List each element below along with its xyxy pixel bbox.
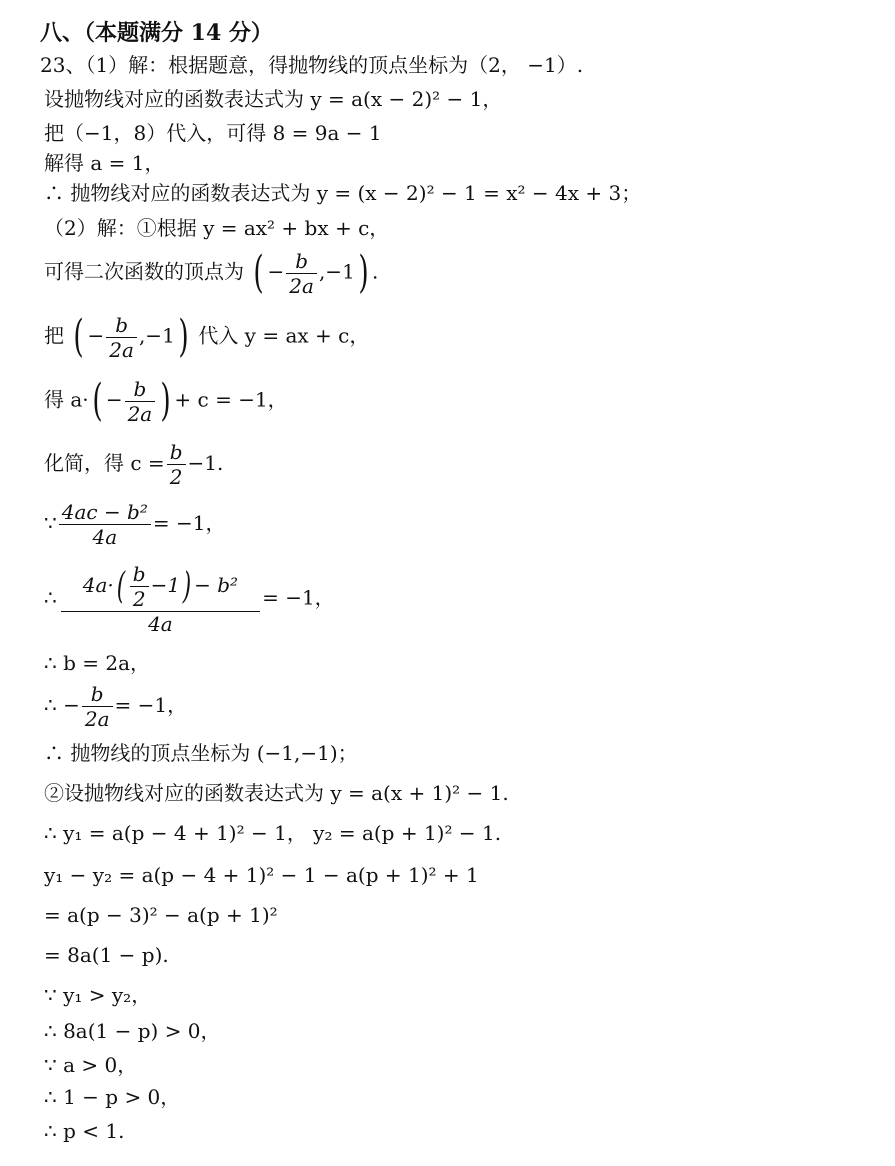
text-prefix: 可得二次函数的顶点为 — [44, 259, 244, 284]
text-end: + c = −1， — [174, 387, 288, 412]
text-prefix: ∵ — [44, 511, 57, 535]
fraction-denominator: 2a — [289, 273, 314, 298]
step-vertex-result: ∴ 抛物线的顶点坐标为 (−1,−1)； — [44, 741, 358, 765]
step-assume-form: 设抛物线对应的函数表达式为 y = a(x − 2)² − 1， — [44, 87, 503, 111]
fraction-denominator: 2a — [84, 707, 110, 731]
numerator-part-b: −1 — [150, 573, 181, 597]
step-nested — [44, 562, 335, 636]
right-paren: ) — [160, 375, 171, 426]
step-vertex-general: 可得二次函数的顶点为 ( − $\frac{b}{2a}$ ,−1) . — [44, 247, 379, 298]
text-prefix: 化简，得 c = — [44, 451, 165, 475]
fraction-denominator: 4a — [148, 612, 173, 636]
text-end: = −1， — [262, 585, 335, 610]
left-paren: ( — [92, 375, 103, 426]
text-prefix: ∴ — [44, 585, 57, 610]
fraction-denominator: 4a — [92, 525, 118, 549]
left-paren: ( — [73, 311, 85, 362]
step-result-1: ∴ 抛物线对应的函数表达式为 y = (x − 2)² − 1 = x² − 4x + 3； — [44, 181, 642, 205]
fraction — [125, 377, 156, 426]
step-substitute: 把（−1，8）代入，可得 8 = 9a − 1 — [44, 121, 382, 145]
fraction — [82, 682, 113, 731]
fraction-numerator: b — [106, 313, 137, 338]
text-end: 代入 y = ax + c， — [198, 323, 370, 348]
step-part2-start: （2）解：①根据 y = ax² + bx + c， — [44, 216, 390, 240]
fraction-numerator: b — [125, 377, 156, 402]
text-post: ,−1 — [318, 259, 355, 284]
step-a-positive: ∵ a > 0， — [44, 1053, 138, 1077]
step-substitute-vertex: 把 ( − $\frac{b}{2a}$ ,−1) 代入 y = ax + c， — [44, 311, 370, 362]
step-one-minus-p: ∴ 1 − p > 0， — [44, 1085, 181, 1109]
right-paren: ) — [178, 311, 189, 362]
left-paren: ( — [116, 565, 125, 607]
fraction — [286, 249, 317, 298]
right-paren: ) — [182, 565, 192, 607]
inner-fraction — [130, 562, 149, 611]
fraction-denominator: 2a — [127, 401, 153, 426]
fraction-numerator: b — [286, 249, 317, 274]
text-post: ,−1 — [138, 323, 175, 348]
fraction-numerator: b — [82, 682, 113, 707]
step-solve-a: 解得 a = 1， — [44, 151, 165, 175]
step-vertex: 23、（1）解：根据题意，得抛物线的顶点坐标为（2， −1）. — [40, 53, 584, 77]
step-part2b-form: ②设抛物线对应的函数表达式为 y = a(x + 1)² − 1. — [44, 781, 509, 805]
text-prefix: 得 a· — [44, 387, 89, 412]
step-y-values: ∴ y₁ = a(p − 4 + 1)² − 1， y₂ = a(p + 1)² − 1. — [44, 821, 502, 845]
text-end: = −1， — [152, 511, 226, 535]
fraction-denominator: 2a — [109, 337, 134, 362]
fraction-numerator: b — [167, 440, 186, 465]
fraction-numerator — [61, 562, 260, 612]
left-paren: ( — [253, 247, 265, 298]
text-end: = −1， — [114, 693, 188, 717]
fraction-denominator: 2 — [169, 465, 183, 489]
step-condition: ∵ y₁ > y₂， — [44, 983, 152, 1007]
fraction-numerator: 4ac − b² — [59, 500, 151, 525]
step-inequality: ∴ 8a(1 − p) > 0， — [44, 1019, 221, 1043]
text-end: . — [371, 259, 379, 284]
step-difference-3: = 8a(1 − p). — [44, 943, 169, 967]
step-equation: 得 a·( − $\frac{b}{2a}$ ) + c = −1， — [44, 375, 288, 426]
fraction-big — [61, 562, 260, 636]
section-heading: 八、（本题满分 14 分） — [40, 20, 273, 46]
step-final: ∴ p < 1. — [44, 1119, 125, 1143]
fraction — [59, 500, 151, 549]
inner-numerator: b — [130, 562, 149, 587]
step-because — [44, 500, 226, 549]
numerator-part-a: 4a· — [82, 573, 114, 597]
text-end: −1. — [187, 451, 224, 475]
inner-denominator: 2 — [132, 587, 146, 611]
step-vertex-x — [44, 682, 187, 731]
text-prefix: ∴ − — [44, 693, 80, 717]
step-difference: y₁ − y₂ = a(p − 4 + 1)² − 1 − a(p + 1)² + 1 — [44, 863, 479, 887]
fraction — [167, 440, 186, 489]
fraction — [106, 313, 137, 362]
step-simplify — [44, 440, 223, 489]
numerator-part-c: − b² — [194, 573, 239, 597]
step-difference-2: = a(p − 3)² − a(p + 1)² — [44, 903, 278, 927]
step-b-equals: ∴ b = 2a， — [44, 651, 151, 675]
right-paren: ) — [358, 247, 369, 298]
text-prefix: 把 — [44, 323, 64, 348]
